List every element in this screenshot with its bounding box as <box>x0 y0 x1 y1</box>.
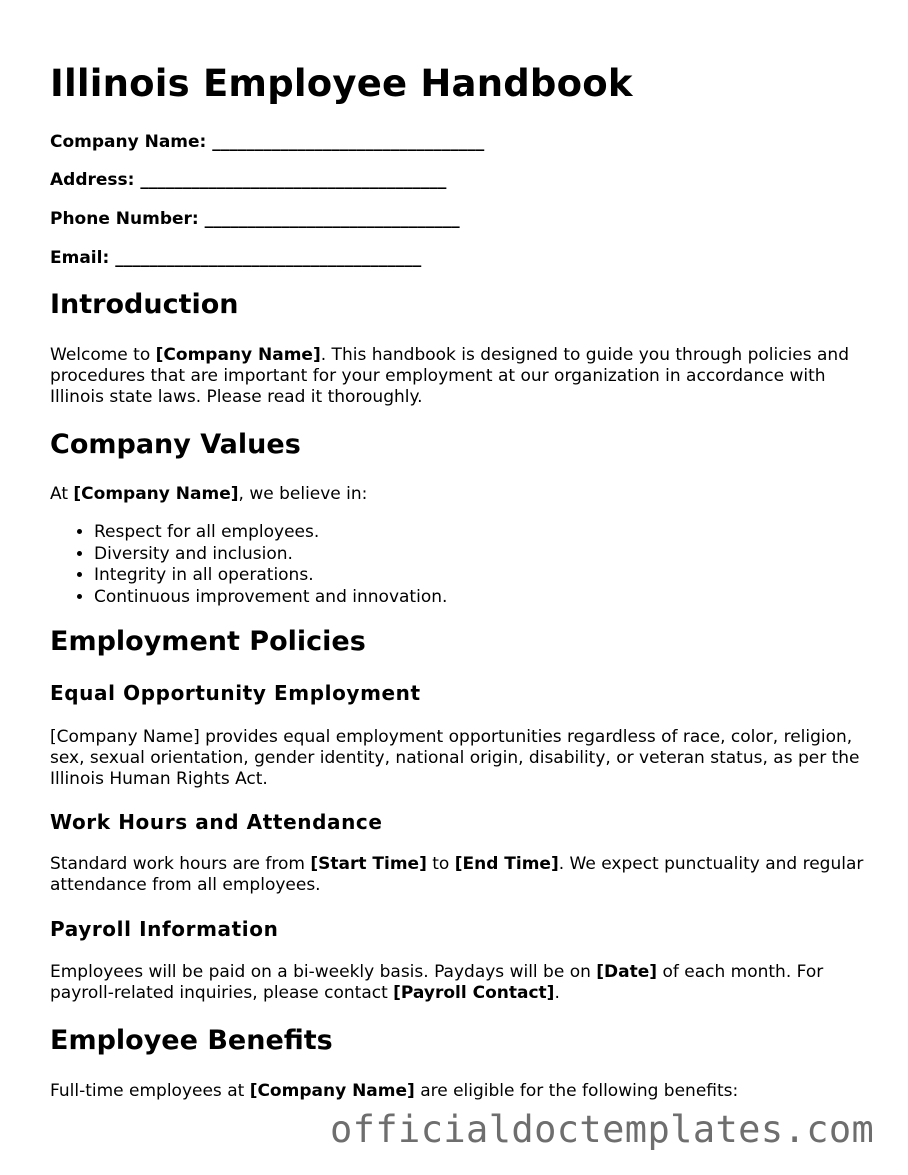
date-placeholder: [Date] <box>596 962 658 982</box>
employee-benefits-text <box>50 1081 870 1102</box>
company-name-placeholder: [Company Name] <box>155 345 321 365</box>
company-values-intro <box>50 484 870 505</box>
company-values-text-pre: At <box>50 484 74 504</box>
work-hours-text-pre: Standard work hours are from <box>50 854 311 874</box>
work-hours-heading: Work Hours and Attendance <box>50 810 383 834</box>
document-title: Illinois Employee Handbook <box>50 62 633 105</box>
list-item: • Continuous improvement and innovation. <box>94 587 447 609</box>
phone-blank: ______________________________ <box>204 209 460 229</box>
address-field <box>50 170 446 190</box>
address-label: Address: <box>50 170 135 190</box>
list-item: • Diversity and inclusion. <box>94 544 447 566</box>
introduction-text <box>50 345 870 408</box>
payroll-text-post: . <box>554 983 560 1003</box>
company-name-placeholder: [Company Name] <box>249 1081 415 1101</box>
introduction-heading: Introduction <box>50 289 239 320</box>
company-name-placeholder: [Company Name] <box>73 484 239 504</box>
employment-policies-heading: Employment Policies <box>50 626 366 657</box>
company-values-list <box>50 522 447 608</box>
employee-benefits-heading: Employee Benefits <box>50 1025 333 1056</box>
equal-opportunity-text: [Company Name] provides equal employment opportunities regardless of race, color, religion, sex, sexual orientation, gender identity, national origin, disability, or veteran status, as per the Illinois Human Rights Act. <box>50 727 860 789</box>
payroll-text-pre: Employees will be paid on a bi-weekly basis. Paydays will be on <box>50 962 597 982</box>
company-name-blank: ________________________________ <box>212 132 485 152</box>
equal-opportunity-heading: Equal Opportunity Employment <box>50 681 421 705</box>
company-name-label: Company Name: <box>50 132 207 152</box>
introduction-text-post: . This handbook is designed to guide you through policies and procedures that are important for your employment at our organization in accordance with Illinois state laws. Please read it thoroughly. <box>50 345 849 407</box>
email-label: Email: <box>50 248 110 268</box>
list-item: • Respect for all employees. <box>94 522 447 544</box>
phone-field <box>50 209 460 229</box>
end-time-placeholder: [End Time] <box>454 854 559 874</box>
phone-label: Phone Number: <box>50 209 199 229</box>
email-blank: ____________________________________ <box>115 248 422 268</box>
payroll-text <box>50 962 870 1004</box>
watermark-text: officialdoctemplates.com <box>330 1108 875 1151</box>
payroll-contact-placeholder: [Payroll Contact] <box>393 983 555 1003</box>
employee-benefits-text-post: are eligible for the following benefits: <box>414 1081 739 1101</box>
work-hours-text-mid: to <box>426 854 455 874</box>
address-blank: ____________________________________ <box>140 170 447 190</box>
payroll-text-mid: of each month. For payroll-related inquiries, please contact <box>50 962 824 1003</box>
company-values-heading: Company Values <box>50 429 301 460</box>
company-values-text-post: , we believe in: <box>238 484 368 504</box>
work-hours-text <box>50 854 870 896</box>
start-time-placeholder: [Start Time] <box>310 854 427 874</box>
introduction-text-pre: Welcome to <box>50 345 156 365</box>
list-item: • Integrity in all operations. <box>94 565 447 587</box>
company-name-field <box>50 132 484 152</box>
email-field <box>50 248 421 268</box>
payroll-heading: Payroll Information <box>50 917 279 941</box>
work-hours-text-post: . We expect punctuality and regular attendance from all employees. <box>50 854 864 895</box>
employee-benefits-text-pre: Full-time employees at <box>50 1081 250 1101</box>
